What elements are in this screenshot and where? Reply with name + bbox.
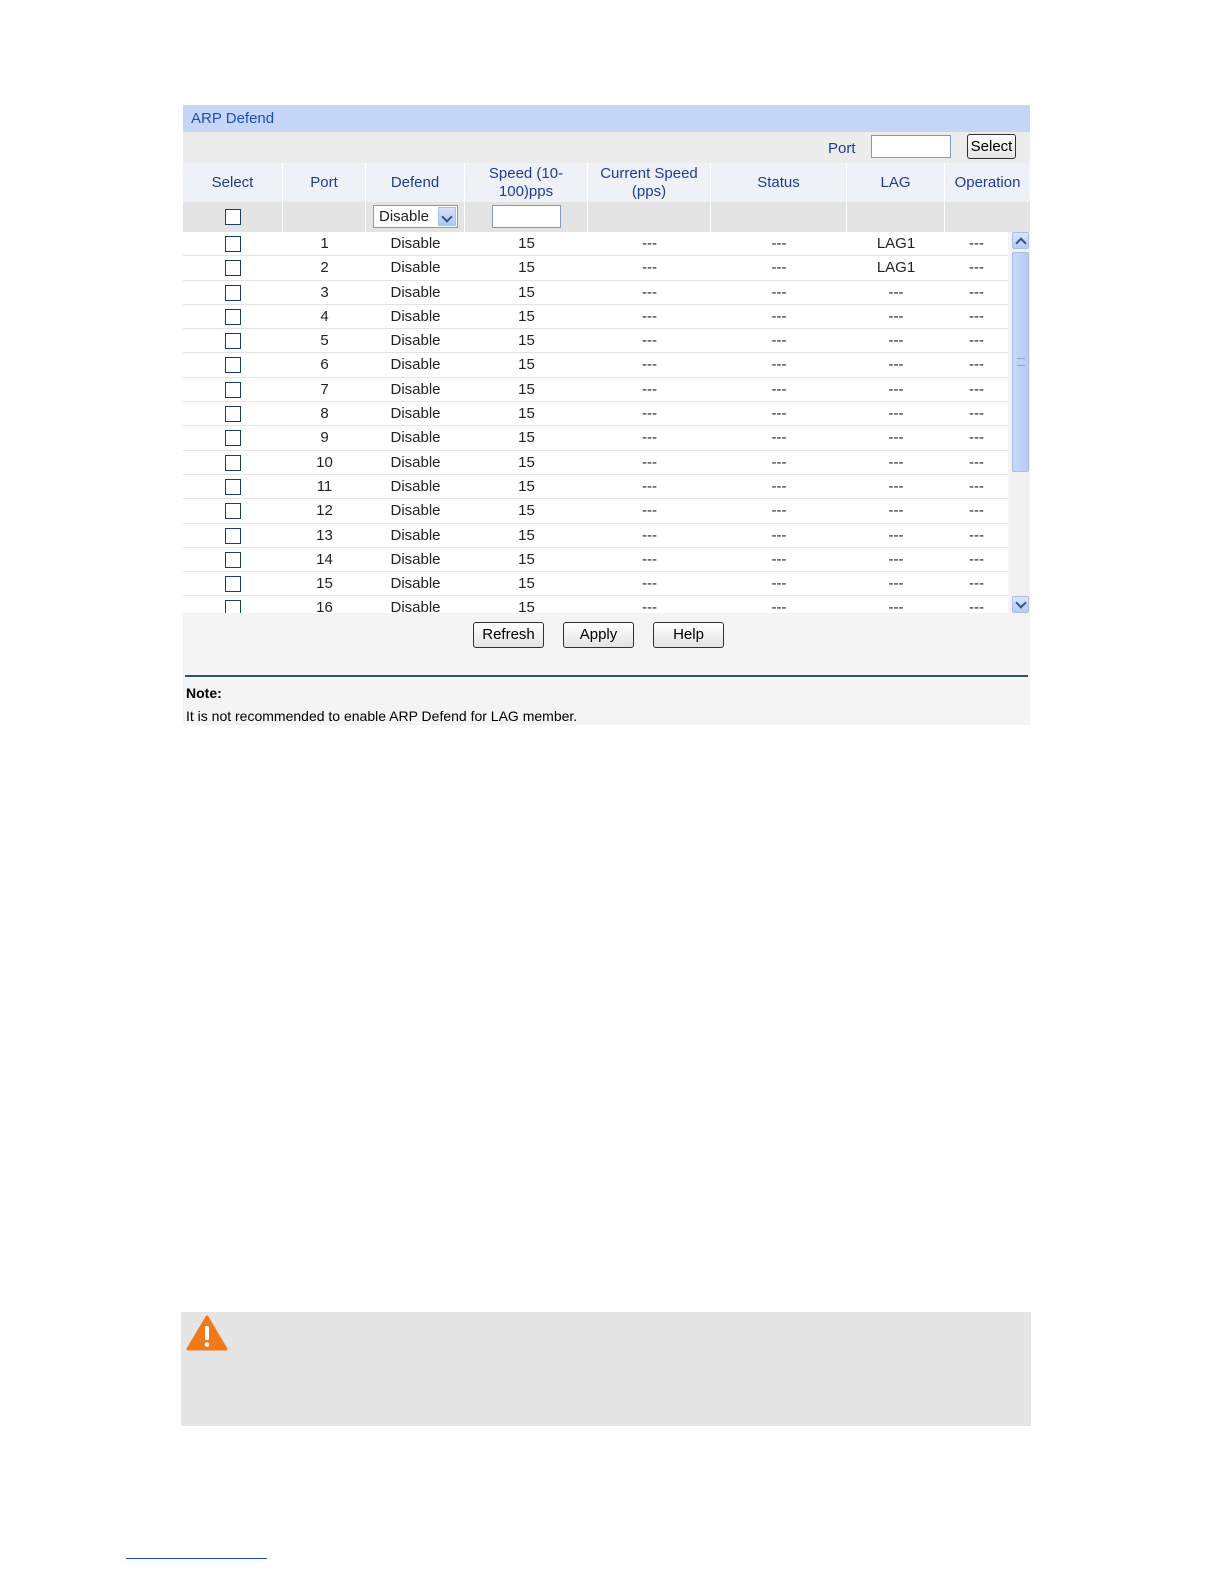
cell-current: ---: [642, 575, 657, 593]
cell-port: 7: [320, 380, 329, 398]
speed-input[interactable]: [492, 205, 561, 228]
cell-operation: ---: [969, 575, 984, 593]
cell-operation: ---: [969, 380, 984, 398]
cell-lag: ---: [888, 380, 904, 398]
cell-operation: ---: [969, 283, 984, 301]
cell-defend: Disable: [390, 575, 441, 593]
cell-speed: 15: [518, 477, 535, 495]
row-checkbox[interactable]: [225, 552, 241, 568]
cell-current: ---: [642, 332, 657, 350]
cell-port: 10: [316, 453, 333, 471]
cell-status: ---: [771, 453, 787, 471]
cell-status: ---: [771, 526, 787, 544]
cell-lag: ---: [888, 477, 904, 495]
row-checkbox[interactable]: [225, 260, 241, 276]
table-row[interactable]: [183, 451, 1008, 475]
apply-button[interactable]: Apply: [563, 622, 634, 648]
header-speed: Speed (10-100)pps: [465, 163, 588, 202]
cell-lag: ---: [888, 502, 904, 520]
row-checkbox[interactable]: [225, 406, 241, 422]
warning-box: [181, 1312, 1031, 1426]
cell-defend: Disable: [390, 550, 441, 568]
table-row[interactable]: [183, 475, 1008, 499]
cell-operation: ---: [969, 477, 984, 495]
cell-defend: Disable: [390, 283, 441, 301]
cell-current: ---: [642, 283, 657, 301]
row-checkbox[interactable]: [225, 309, 241, 325]
cell-operation: ---: [969, 307, 984, 325]
port-filter-input[interactable]: [871, 135, 951, 158]
port-table-body: [183, 232, 1008, 613]
row-checkbox[interactable]: [225, 236, 241, 252]
table-row[interactable]: [183, 329, 1008, 353]
cell-defend: Disable: [390, 502, 441, 520]
cell-operation: ---: [969, 235, 984, 252]
cell-status: ---: [771, 380, 787, 398]
scrollbar-thumb[interactable]: [1012, 252, 1029, 472]
cell-status: ---: [771, 550, 787, 568]
cell-status: ---: [771, 502, 787, 520]
cell-port: 9: [320, 429, 329, 447]
cell-defend: Disable: [390, 332, 441, 350]
cell-speed: 15: [518, 502, 535, 520]
cell-speed: 15: [518, 332, 535, 350]
cell-current: ---: [642, 307, 657, 325]
cell-defend: Disable: [390, 526, 441, 544]
cell-port: 4: [320, 307, 329, 325]
row-checkbox[interactable]: [225, 576, 241, 592]
cell-speed: 15: [518, 405, 535, 423]
cell-speed: 15: [518, 307, 535, 325]
row-checkbox[interactable]: [225, 503, 241, 519]
note-divider: [185, 675, 1028, 677]
table-row[interactable]: [183, 232, 1008, 256]
cell-status: ---: [771, 477, 787, 495]
cell-current: ---: [642, 259, 657, 277]
cell-current: ---: [642, 550, 657, 568]
chevron-down-icon[interactable]: [438, 207, 456, 226]
table-row[interactable]: [183, 572, 1008, 596]
cell-defend: Disable: [390, 235, 441, 252]
cell-lag: ---: [888, 575, 904, 593]
cell-status: ---: [771, 356, 787, 374]
cell-port: 3: [320, 283, 329, 301]
row-checkbox[interactable]: [225, 382, 241, 398]
cell-status: ---: [771, 405, 787, 423]
cell-speed: 15: [518, 526, 535, 544]
header-status: Status: [711, 163, 847, 202]
cell-port: 13: [316, 526, 333, 544]
table-row[interactable]: [183, 378, 1008, 402]
row-checkbox[interactable]: [225, 430, 241, 446]
cell-operation: ---: [969, 405, 984, 423]
cell-status: ---: [771, 575, 787, 593]
port-filter-bar: [183, 132, 1030, 163]
cell-status: ---: [771, 429, 787, 447]
table-row[interactable]: [183, 548, 1008, 572]
select-button[interactable]: Select: [967, 134, 1016, 159]
row-checkbox[interactable]: [225, 600, 241, 613]
cell-defend: Disable: [390, 429, 441, 447]
table-row[interactable]: [183, 281, 1008, 305]
cell-operation: ---: [969, 332, 984, 350]
cell-port: 16: [316, 599, 333, 613]
table-header: [183, 163, 1030, 202]
cell-status: ---: [771, 283, 787, 301]
table-row[interactable]: [183, 353, 1008, 377]
table-row[interactable]: [183, 305, 1008, 329]
cell-port: 8: [320, 405, 329, 423]
cell-current: ---: [642, 453, 657, 471]
cell-lag: LAG1: [876, 235, 916, 252]
cell-speed: 15: [518, 575, 535, 593]
defend-select[interactable]: [373, 205, 458, 228]
cell-current: ---: [642, 526, 657, 544]
header-defend: Defend: [366, 163, 465, 202]
cell-speed: 15: [518, 429, 535, 447]
scroll-up-icon[interactable]: [1012, 232, 1029, 249]
cell-lag: ---: [888, 332, 904, 350]
arp-defend-panel: [183, 105, 1030, 725]
cell-defend: Disable: [390, 599, 441, 613]
cell-lag: ---: [888, 283, 904, 301]
scroll-down-icon[interactable]: [1012, 596, 1029, 613]
table-row[interactable]: [183, 596, 1008, 613]
row-checkbox[interactable]: [225, 285, 241, 301]
header-lag: LAG: [847, 163, 945, 202]
cell-defend: Disable: [390, 356, 441, 374]
cell-port: 5: [320, 332, 329, 350]
cell-lag: ---: [888, 429, 904, 447]
cell-operation: ---: [969, 550, 984, 568]
cell-defend: Disable: [390, 453, 441, 471]
cell-speed: 15: [518, 259, 535, 277]
cell-speed: 15: [518, 453, 535, 471]
cell-lag: ---: [888, 405, 904, 423]
cell-current: ---: [642, 405, 657, 423]
note-title: Note:: [186, 685, 222, 701]
port-filter-label: Port: [828, 140, 856, 157]
header-port: Port: [283, 163, 366, 202]
help-button[interactable]: Help: [653, 622, 724, 648]
cell-status: ---: [771, 259, 787, 277]
cell-port: 6: [320, 356, 329, 374]
cell-current: ---: [642, 599, 657, 613]
cell-speed: 15: [518, 550, 535, 568]
cell-speed: 15: [518, 356, 535, 374]
header-select: Select: [183, 163, 283, 202]
cell-speed: 15: [518, 380, 535, 398]
cell-lag: ---: [888, 453, 904, 471]
cell-defend: Disable: [390, 307, 441, 325]
panel-title: ARP Defend: [183, 105, 1030, 132]
cell-operation: ---: [969, 526, 984, 544]
defend-select-value: Disable: [379, 208, 430, 225]
warning-icon: [186, 1315, 228, 1351]
cell-current: ---: [642, 356, 657, 374]
cell-speed: 15: [518, 235, 535, 252]
table-scrollbar[interactable]: [1011, 232, 1030, 613]
header-current-speed: Current Speed (pps): [588, 163, 711, 202]
cell-defend: Disable: [390, 405, 441, 423]
cell-current: ---: [642, 477, 657, 495]
header-operation: Operation: [954, 173, 1021, 191]
cell-status: ---: [771, 307, 787, 325]
cell-operation: ---: [969, 259, 984, 277]
cell-port: 14: [316, 550, 333, 568]
table-row[interactable]: [183, 402, 1008, 426]
cell-port: 12: [316, 502, 333, 520]
cell-current: ---: [642, 235, 657, 252]
cell-status: ---: [771, 599, 787, 613]
row-checkbox[interactable]: [225, 357, 241, 373]
cell-current: ---: [642, 502, 657, 520]
table-row[interactable]: [183, 256, 1008, 280]
cell-operation: ---: [969, 502, 984, 520]
cell-port: 1: [320, 235, 329, 252]
table-row[interactable]: [183, 524, 1008, 548]
cell-operation: ---: [969, 599, 984, 613]
cell-current: ---: [642, 380, 657, 398]
bulk-edit-row: [183, 202, 1030, 232]
row-checkbox[interactable]: [225, 479, 241, 495]
refresh-button[interactable]: Refresh: [473, 622, 544, 648]
cell-lag: ---: [888, 356, 904, 374]
cell-speed: 15: [518, 599, 535, 613]
cell-lag: ---: [888, 526, 904, 544]
select-all-checkbox[interactable]: [225, 209, 241, 225]
table-row[interactable]: [183, 499, 1008, 523]
cell-lag: ---: [888, 307, 904, 325]
cell-port: 2: [320, 259, 329, 277]
cell-operation: ---: [969, 453, 984, 471]
cell-lag: ---: [888, 550, 904, 568]
cell-operation: ---: [969, 429, 984, 447]
cell-operation: ---: [969, 356, 984, 374]
cell-status: ---: [771, 332, 787, 350]
cell-defend: Disable: [390, 477, 441, 495]
cell-speed: 15: [518, 283, 535, 301]
footer-rule: [126, 1558, 267, 1559]
row-checkbox[interactable]: [225, 528, 241, 544]
row-checkbox[interactable]: [225, 455, 241, 471]
cell-status: ---: [771, 235, 787, 252]
cell-current: ---: [642, 429, 657, 447]
cell-defend: Disable: [390, 380, 441, 398]
cell-lag: ---: [888, 599, 904, 613]
cell-port: 11: [316, 477, 333, 495]
cell-defend: Disable: [390, 259, 441, 277]
note-text: It is not recommended to enable ARP Defend for LAG member.: [186, 708, 578, 724]
row-checkbox[interactable]: [225, 333, 241, 349]
cell-lag: LAG1: [876, 259, 916, 277]
cell-port: 15: [316, 575, 333, 593]
table-row[interactable]: [183, 426, 1008, 450]
